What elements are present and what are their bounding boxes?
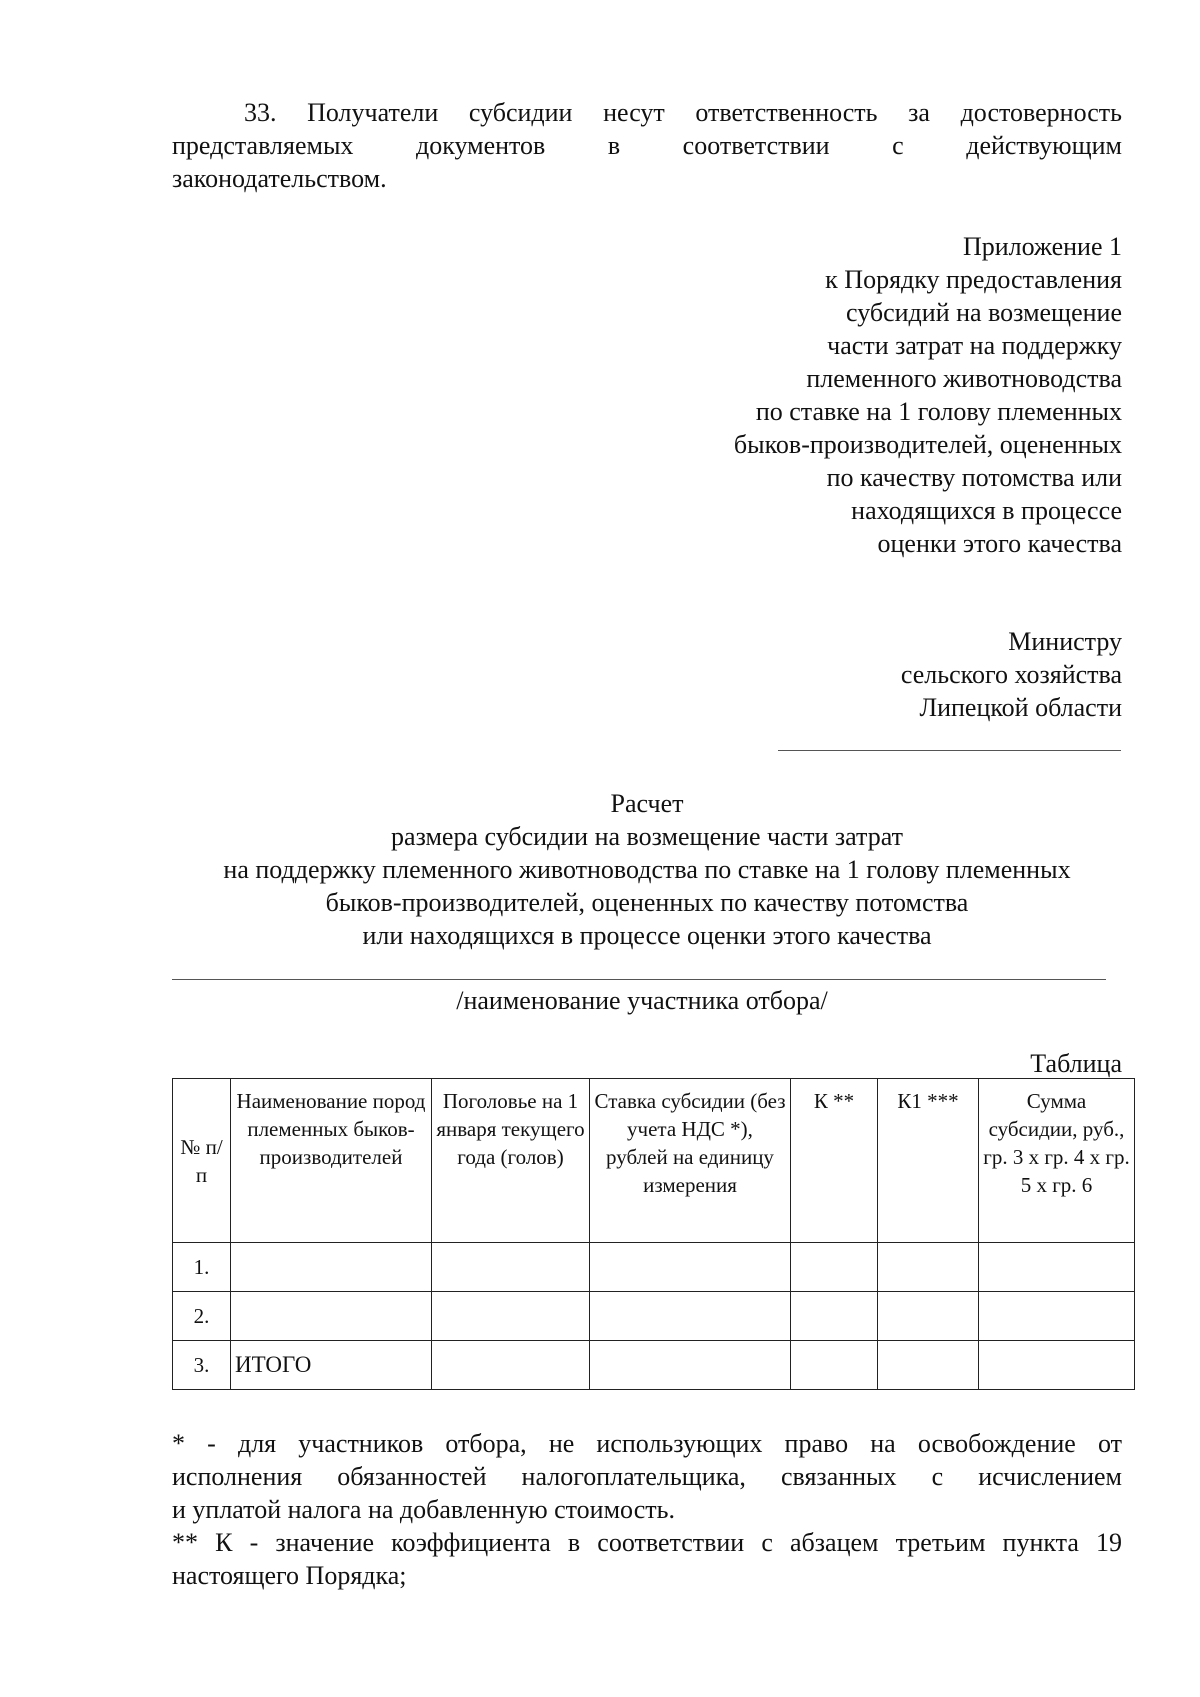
addressee-line: Липецкой области [919, 693, 1122, 722]
paragraph-33-line: 33. Получатели субсидии несут ответственность за достоверность [244, 98, 1122, 127]
appendix-line: части затрат на поддержку [827, 331, 1122, 360]
title-line: размера субсидии на возмещение части затрат [391, 822, 903, 851]
addressee-block [172, 625, 1122, 724]
footnote-line: настоящего Порядка; [172, 1561, 407, 1590]
paragraph-33 [172, 96, 1122, 195]
paragraph-33-line: законодательством. [172, 164, 387, 193]
footnotes [172, 1427, 1122, 1592]
table-cell [979, 1243, 1135, 1292]
row-number: 2. [173, 1292, 231, 1341]
table-cell [791, 1341, 878, 1390]
row-name [231, 1292, 432, 1341]
table-cell [878, 1292, 979, 1341]
footnote-line: и уплатой налога на добавленную стоимость. [172, 1495, 675, 1524]
header-cell-breed: Наименование пород племенных быков-производителей [231, 1079, 432, 1243]
table-cell [979, 1341, 1135, 1390]
participant-caption: /наименование участника отбора/ [456, 986, 828, 1015]
table-cell [878, 1243, 979, 1292]
table-cell [432, 1292, 590, 1341]
table-cell [878, 1341, 979, 1390]
appendix-line: субсидий на возмещение [846, 298, 1122, 327]
footnote-line: ** К - значение коэффициента в соответствии с абзацем третьим пункта 19 [172, 1528, 1122, 1557]
table-cell [590, 1341, 791, 1390]
header-cell-rate: Ставка субсидии (без учета НДС *), рублей на единицу измерения [590, 1079, 791, 1243]
footnote-line: * - для участников отбора, не использующих право на освобождение от [172, 1429, 1122, 1458]
appendix-line: находящихся в процессе [851, 496, 1122, 525]
header-cell-k: К ** [791, 1079, 878, 1243]
row-name [231, 1243, 432, 1292]
participant-name-line [172, 979, 1106, 980]
appendix-header [172, 230, 1122, 560]
table-label: Таблица [1030, 1049, 1122, 1078]
paragraph-33-line: представляемых документов в соответствии с действующим [172, 131, 1122, 160]
table-cell [979, 1292, 1135, 1341]
addressee-signature-line [778, 750, 1121, 751]
table-cell [590, 1243, 791, 1292]
title-line: на поддержку племенного животноводства по ставке на 1 голову племенных [223, 855, 1071, 884]
title-line: быков-производителей, оцененных по качеству потомства [325, 888, 969, 917]
header-cell-livestock: Поголовье на 1 января текущего года (голов) [432, 1079, 590, 1243]
table-row-total [173, 1341, 1135, 1390]
table-row [173, 1292, 1135, 1341]
row-number: 1. [173, 1243, 231, 1292]
row-name-total: ИТОГО [231, 1341, 432, 1390]
header-cell-k1: К1 *** [878, 1079, 979, 1243]
table-cell [432, 1243, 590, 1292]
appendix-line: Приложение 1 [962, 232, 1122, 261]
appendix-line: по качеству потомства или [826, 463, 1122, 492]
table-cell [432, 1341, 590, 1390]
table-cell [791, 1292, 878, 1341]
header-cell-number: № п/п [173, 1079, 231, 1243]
table-header-row [173, 1079, 1135, 1243]
table-cell [791, 1243, 878, 1292]
addressee-line: Министру [1008, 627, 1122, 656]
footnote-line: исполнения обязанностей налогоплательщика, связанных с исчислением [172, 1462, 1122, 1491]
appendix-line: оценки этого качества [877, 529, 1122, 558]
calculation-table [172, 1078, 1135, 1390]
appendix-line: к Порядку предоставления [825, 265, 1122, 294]
title-line: или находящихся в процессе оценки этого качества [362, 921, 932, 950]
addressee-line: сельского хозяйства [900, 660, 1122, 689]
table-row [173, 1243, 1135, 1292]
appendix-line: племенного животноводства [806, 364, 1122, 393]
document-title [172, 787, 1122, 952]
title-line: Расчет [610, 789, 684, 818]
header-cell-amount: Сумма субсидии, руб., гр. 3 x гр. 4 x гр. 5 x гр. 6 [979, 1079, 1135, 1243]
appendix-line: по ставке на 1 голову племенных [755, 397, 1122, 426]
appendix-line: быков-производителей, оцененных [733, 430, 1122, 459]
table-cell [590, 1292, 791, 1341]
row-number: 3. [173, 1341, 231, 1390]
